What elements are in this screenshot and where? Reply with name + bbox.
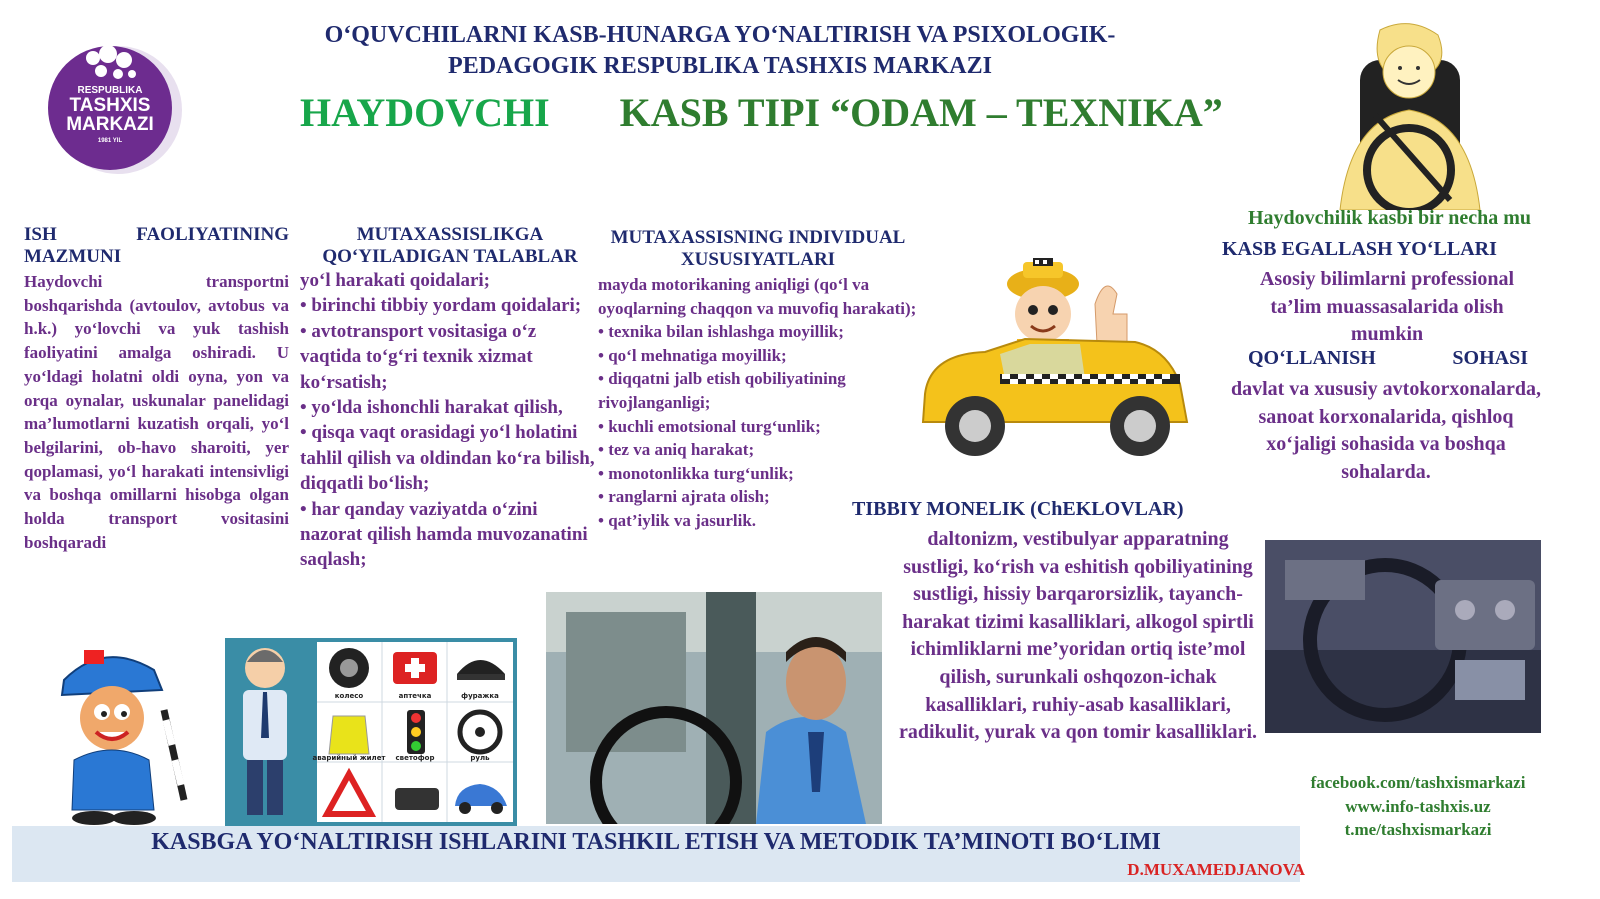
list-item: mayda motorikaning aniqligi (qo‘l va oyoqlarning chaqqon va muvofiq harakati); bbox=[598, 275, 917, 318]
logo-line4: 1981 YIL bbox=[97, 138, 123, 144]
facebook-link[interactable]: facebook.com/tashxismarkazi bbox=[1310, 773, 1526, 792]
list-item: • texnika bilan ishlashga moyillik; bbox=[598, 322, 844, 342]
list-item: • avtotransport vositasiga o‘z vaqtida to‘g‘ri texnik xizmat ko‘rsatish; bbox=[300, 320, 537, 393]
application-area-heading bbox=[1248, 347, 1528, 370]
taxi-illustration bbox=[905, 244, 1205, 459]
application-area-heading-a: QO‘LLANISH bbox=[1248, 347, 1376, 369]
medical-restrictions-text: daltonizm, vestibulyar apparatning sustligi, ko‘rish va eshitish qobiliyatining sustligi, hissiy barqarorsizlik, tayanch-harakat tizimi kasalliklari, alkogol spirtli ichimliklarni me’yoridan ortiq iste’mol qilish, surunkali oshqozon-ichak kasalliklari, ruhiy-asab kasalliklari, radikulit, yurak va qon tomir kasalliklari. bbox=[898, 528, 1258, 744]
list-item: • diqqatni jalb etish qobiliyatining rivojlanganligi; bbox=[598, 369, 846, 412]
requirements-list bbox=[300, 268, 600, 573]
contact-links bbox=[1290, 771, 1546, 842]
main-title bbox=[300, 90, 1300, 136]
telegram-link[interactable]: t.me/tashxismarkazi bbox=[1344, 820, 1492, 839]
item-label-steering-wheel: руль bbox=[470, 754, 490, 762]
profession-type-title: KASB TIPI “ODAM – TEXNIKA” bbox=[619, 90, 1223, 135]
list-item: • birinchi tibbiy yordam qoidalari; bbox=[300, 295, 582, 317]
author-name: D.MUXAMEDJANOVA bbox=[1127, 860, 1305, 879]
bus-driver-photo bbox=[546, 592, 882, 824]
work-content-text: Haydovchi transportni boshqarishda (avtoulov, avtobus va h.k.) yo‘lovchi va yuk tashish faoliyatini amalga oshiradi. U yo‘ldagi holatni oldi oyna, yon va orqa oynalar, uskunalar panelidagi ma’lumotlarni kuzatish orqali, yo‘l belgilarini, ob-havo sharoiti, yer qoplamasi, yo‘l harakati intensivligi va boshqa omillarni hisobga olgan holda transport vositasini boshqaradi bbox=[24, 272, 289, 552]
list-item: • kuchli emotsional turg‘unlik; bbox=[598, 416, 821, 436]
item-label-first-aid: аптечка bbox=[398, 692, 432, 700]
work-content-heading-a: ISH bbox=[24, 224, 57, 245]
work-content-heading-b: FAOLIYATINING bbox=[136, 224, 289, 245]
logo bbox=[38, 38, 188, 178]
department-title: KASBGA YO‘NALTIRISH ISHLARINI TASHKIL ETISH VA METODIK TA’MINOTI BO‘LIMI bbox=[151, 829, 1161, 855]
ways-heading: KASB EGALLASH YO‘LLARI bbox=[1222, 238, 1497, 260]
requirements-section bbox=[300, 224, 600, 573]
list-item: • tez va aniq harakat; bbox=[598, 440, 755, 460]
logo-line1: RESPUBLIKA bbox=[77, 85, 143, 96]
item-label-traffic-light: светофор bbox=[395, 754, 435, 762]
individual-traits-section bbox=[598, 227, 918, 533]
list-item: • qo‘l mehnatiga moyillik; bbox=[598, 345, 787, 365]
logo-line3: MARKAZI bbox=[66, 114, 154, 135]
individual-traits-heading: MUTAXASSISNING INDIVIDUAL XUSUSIYATLARI bbox=[610, 227, 906, 270]
application-area-heading-b: SOHASI bbox=[1452, 347, 1528, 369]
list-item: • yo‘lda ishonchli harakat qilish, bbox=[300, 397, 563, 419]
bus-dashboard-photo bbox=[1265, 540, 1541, 733]
profession-intro-text: Haydovchilik kasbi bir necha mu bbox=[1248, 207, 1532, 229]
driver-items-card bbox=[225, 638, 517, 826]
list-item: yo‘l harakati qoidalari; bbox=[300, 270, 491, 291]
website-link[interactable]: www.info-tashxis.uz bbox=[1345, 796, 1491, 816]
requirements-heading: MUTAXASSISLIKGA QO‘YILADIGAN TALABLAR bbox=[322, 224, 578, 267]
list-item: • monotonlikka turg‘unlik; bbox=[598, 463, 794, 483]
list-item: • ranglarni ajrata olish; bbox=[598, 487, 770, 507]
work-content-heading-c: MAZMUNI bbox=[24, 246, 122, 267]
organization-title: O‘QUVCHILARNI KASB-HUNARGA YO‘NALTIRISH VA PSIXOLOGIK-PEDAGOGIK RESPUBLIKA TASHXIS MARKAZI bbox=[324, 22, 1116, 79]
profession-title: HAYDOVCHI bbox=[300, 90, 550, 135]
list-item: • har qanday vaziyatda o‘zini nazorat qilish hamda muvozanatini saqlash; bbox=[300, 498, 588, 571]
medical-restrictions-heading: TIBBIY MONELIK (ChEKLOVLAR) bbox=[852, 498, 1184, 520]
ways-text: Asosiy bilimlarni professional ta’lim muassasalarida olish mumkin bbox=[1259, 268, 1515, 345]
traffic-officer-cartoon bbox=[44, 640, 194, 825]
work-content-heading bbox=[24, 224, 289, 268]
item-label-cap: фуражка bbox=[461, 692, 499, 700]
driver-illustration bbox=[1320, 20, 1495, 210]
list-item: • qisqa vaqt orasidagi yo‘l holatini tahlil qilish va oldindan ko‘ra bilish, diqqatli bo‘lish; bbox=[300, 422, 595, 495]
item-label-vest: аварийный жилет bbox=[312, 754, 386, 762]
item-label-wheel: колесо bbox=[334, 692, 364, 700]
individual-traits-list bbox=[598, 273, 918, 533]
list-item: • qat’iylik va jasurlik. bbox=[598, 510, 757, 530]
logo-line2: TASHXIS bbox=[69, 95, 151, 116]
application-area-text: davlat va xususiy avtokorxonalarda, sanoat korxonalarida, qishloq xo‘jaligi sohasida va boshqa sohalarda. bbox=[1230, 378, 1542, 483]
work-content-section bbox=[24, 224, 289, 554]
